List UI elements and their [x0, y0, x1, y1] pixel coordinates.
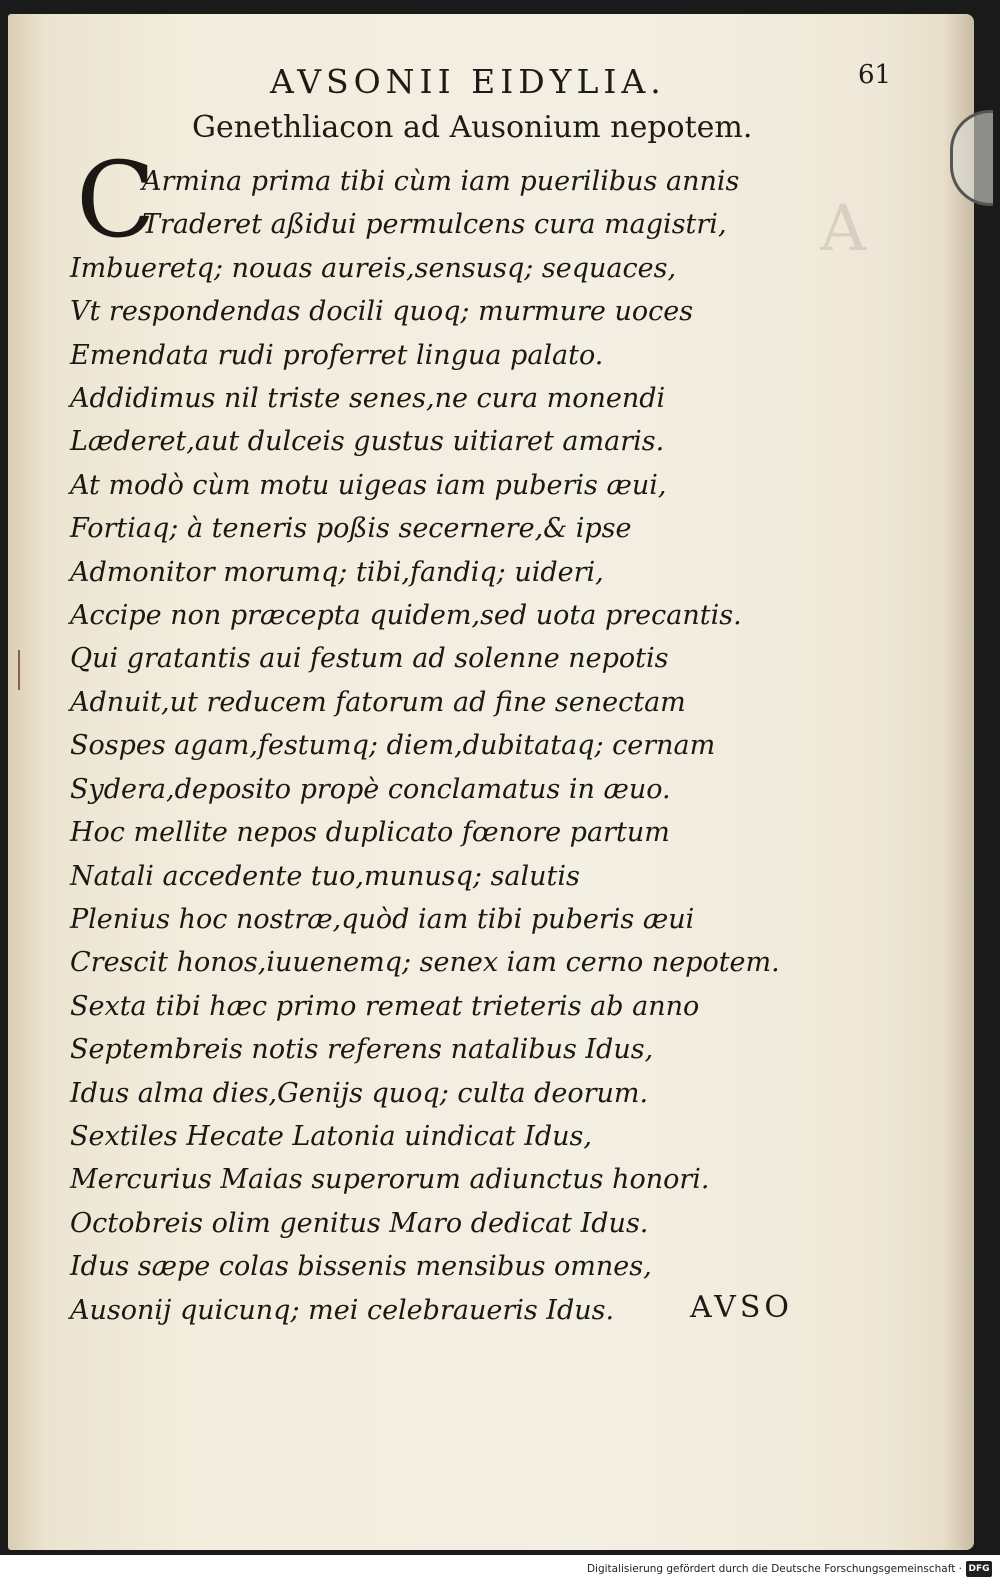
show-through-text: A — [820, 194, 867, 266]
running-head: AVSONII EIDYLIA. — [270, 62, 666, 101]
verse-line: Mercurius Maias superorum adiunctus honori. — [70, 1164, 710, 1196]
margin-mark — [18, 650, 20, 690]
verse-line: Qui gratantis aui festum ad solenne nepotis — [70, 643, 669, 675]
verse-line: Admonitor morumq; tibi,fandiq; uideri, — [70, 556, 604, 588]
footer-bar — [0, 1555, 1000, 1587]
verse-line: Læderet,aut dulceis gustus uitiaret amaris. — [70, 426, 665, 458]
verse-line: Plenius hoc nostræ,quòd iam tibi puberis æui — [70, 903, 695, 935]
dfg-logo-icon: DFG — [966, 1561, 992, 1577]
catchword: AVSO — [690, 1290, 793, 1325]
verse-line: Vt respondendas docili quoq; murmure uoces — [70, 296, 694, 328]
verse-line: Natali accedente tuo,munusq; salutis — [70, 860, 580, 892]
verse-line: Accipe non præcepta quidem,sed uota precantis. — [70, 600, 742, 632]
funding-credit: Digitalisierung gefördert durch die Deutsche Forschungsgemeinschaft · — [586, 1563, 962, 1575]
verse-line: Crescit honos,iuuenemq; senex iam cerno nepotem. — [70, 947, 780, 979]
verse-line: Sexta tibi hæc primo remeat trieteris ab anno — [70, 990, 700, 1022]
verse-line: At modò cùm motu uigeas iam puberis æui, — [70, 469, 667, 501]
drop-cap: C — [76, 139, 156, 261]
poem-title: Genethliacon ad Ausonium nepotem. — [192, 110, 753, 145]
verse-line: Idus alma dies,Genijs quoq; culta deorum. — [70, 1077, 649, 1109]
verse-line: Sospes agam,festumq; diem,dubitataq; cernam — [70, 730, 716, 762]
verse-line: Septembreis notis referens natalibus Idus, — [70, 1034, 654, 1066]
verse-line: Ausonij quicunq; mei celebraueris Idus. — [70, 1294, 615, 1326]
verse-line: Adnuit,ut reducem fatorum ad fine senectam — [70, 686, 686, 718]
verse-line: Sextiles Hecate Latonia uindicat Idus, — [70, 1120, 592, 1152]
verse-line: Octobreis olim genitus Maro dedicat Idus. — [70, 1207, 649, 1239]
folio-number: 61 — [858, 60, 892, 90]
verse-block — [70, 160, 780, 1332]
verse-line: Sydera,deposito propè conclamatus in æuo. — [70, 773, 671, 805]
verse-line: Emendata rudi proferret lingua palato. — [70, 339, 604, 371]
verse-line: Traderet aßidui permulcens cura magistri, — [142, 209, 727, 241]
verse-line: Fortiaq; à teneris poßis secernere,& ipse — [70, 513, 632, 545]
verse-line: Imbueretq; nouas aureis,sensusq; sequaces, — [70, 252, 677, 284]
verse-line: Addidimus nil triste senes,ne cura monendi — [70, 383, 666, 415]
verse-line: Hoc mellite nepos duplicato fœnore partum — [70, 817, 670, 849]
verse-line: Armina prima tibi cùm iam puerilibus annis — [142, 166, 740, 197]
verse-line: Idus sæpe colas bissenis mensibus omnes, — [70, 1251, 652, 1283]
